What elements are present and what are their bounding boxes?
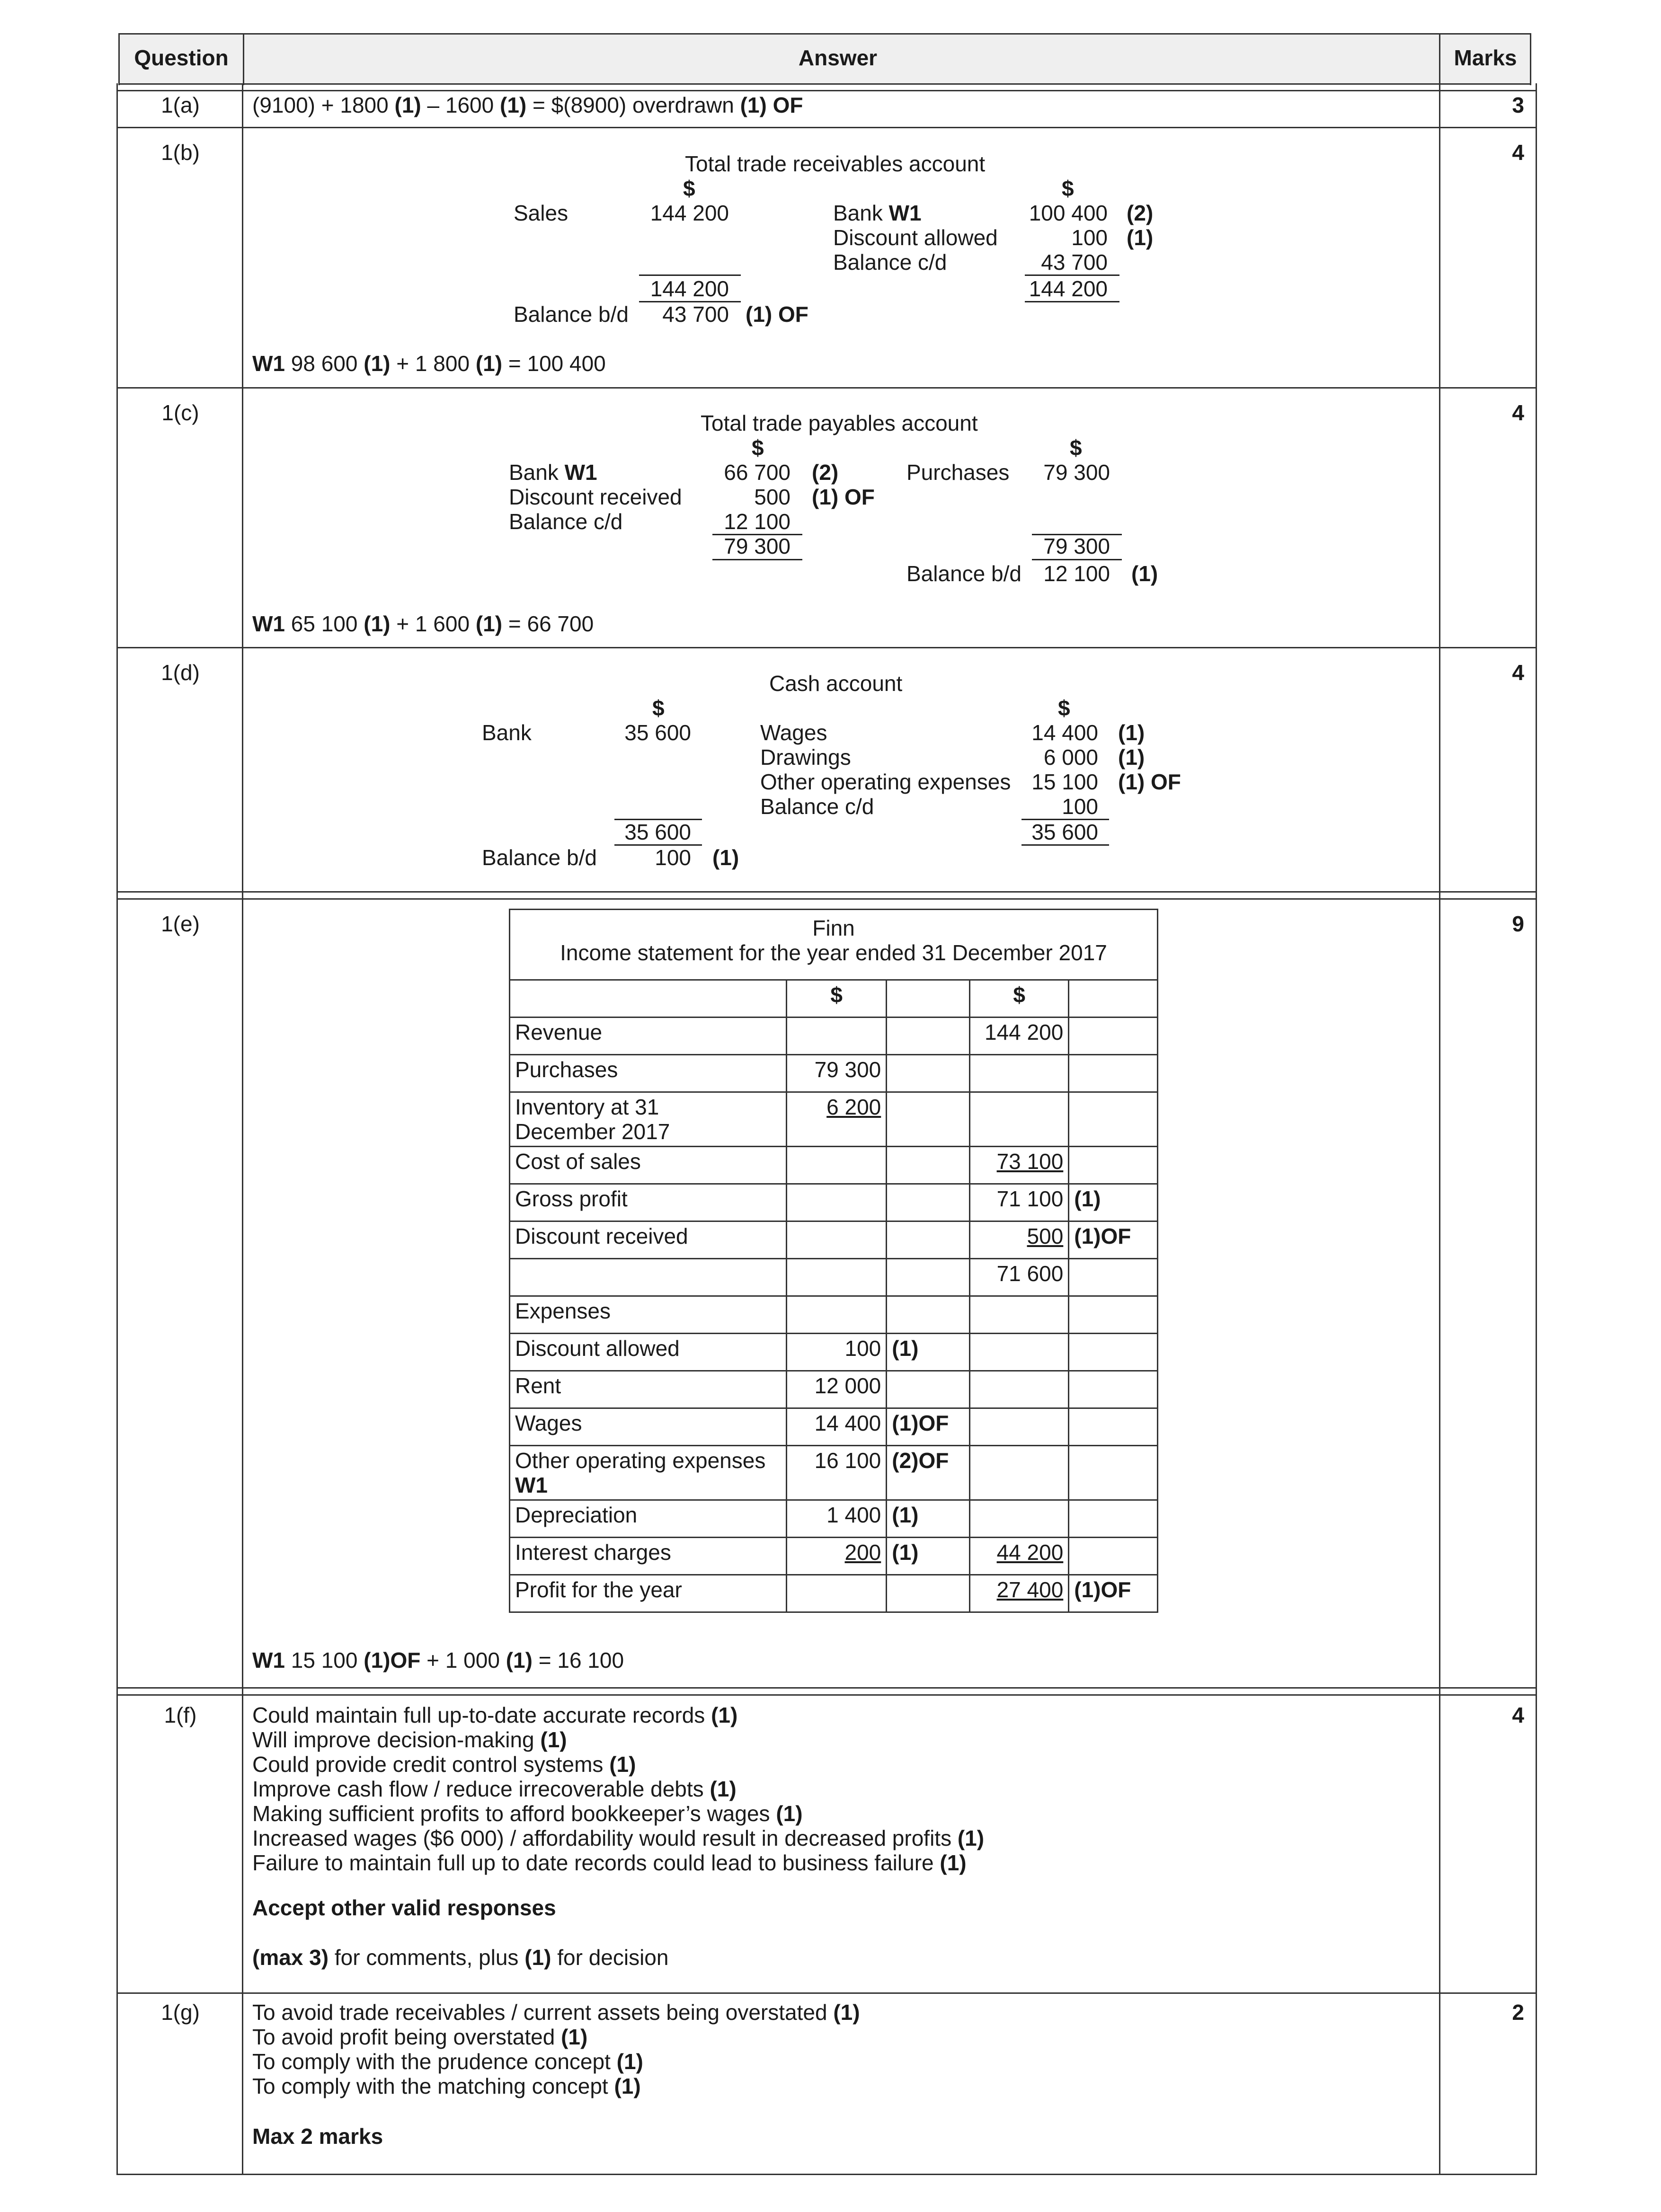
row-mark-text: (1) (892, 1503, 919, 1527)
grid-line (242, 83, 243, 2175)
row-mark (887, 1018, 970, 1055)
row-mark (887, 1500, 970, 1538)
grid-line (116, 1992, 1537, 1994)
row-mark (1069, 1092, 1158, 1147)
row-total (970, 1446, 1069, 1500)
row-label (510, 1296, 787, 1334)
row-label (510, 1184, 787, 1221)
answer-line (252, 1850, 984, 1875)
answer-list (252, 1703, 984, 1875)
answer-line (252, 2049, 860, 2074)
entry-label: Bank W1 (509, 460, 597, 485)
row-total (970, 1055, 1069, 1092)
row-label (510, 1092, 787, 1147)
grid-line (118, 83, 1531, 85)
entry-amount: 100 (1062, 794, 1098, 819)
row-mark (1069, 1147, 1158, 1184)
row-label (510, 1446, 787, 1500)
entry-amount: 43 700 (662, 302, 729, 327)
grid-line (1439, 83, 1440, 2175)
row-mark-text: (2)OF (892, 1448, 949, 1473)
grid-line (116, 387, 1537, 389)
row-mark (887, 1259, 970, 1296)
row-label (510, 1371, 787, 1408)
header-answer: Answer (798, 45, 878, 70)
question-label: 1(d) (161, 660, 200, 685)
row-label-text: Cost of sales (515, 1149, 641, 1174)
answer-mark: (1) (710, 1777, 737, 1801)
row-mark (887, 1221, 970, 1259)
question-label: 1(e) (161, 911, 200, 936)
answer-line (252, 1777, 984, 1801)
underline (1025, 301, 1119, 302)
row-amount (787, 1055, 887, 1092)
row-total (970, 1147, 1069, 1184)
row-amount (787, 1018, 887, 1055)
row-mark (887, 1184, 970, 1221)
row-amount (787, 1408, 887, 1446)
entry-label: Purchases (906, 460, 1010, 485)
answer-text: To comply with the prudence concept (252, 2049, 617, 2074)
answer-line (252, 1826, 984, 1850)
accept-note: Accept other valid responses (252, 1895, 556, 1920)
row-mark (887, 1296, 970, 1334)
table-row (510, 1184, 1158, 1221)
row-label-ref: W1 (515, 1473, 548, 1497)
entry-label: Balance c/d (760, 794, 874, 819)
currency-label: $ (752, 435, 764, 460)
row-amount-text: 6 200 (826, 1095, 881, 1119)
row-mark (1069, 1184, 1158, 1221)
header-question: Question (134, 45, 229, 70)
table-row (510, 1055, 1158, 1092)
row-mark (887, 1334, 970, 1371)
answer-line (252, 1703, 984, 1727)
row-mark (1069, 1296, 1158, 1334)
row-total-text: 71 600 (996, 1261, 1064, 1286)
row-label-text: Rent (515, 1373, 561, 1398)
income-statement-table (509, 909, 1158, 1613)
row-amount-text: 79 300 (814, 1057, 881, 1082)
answer-mark: (1) (561, 2025, 588, 2049)
answer-line (252, 2000, 860, 2025)
row-label-text: Discount received (515, 1224, 688, 1248)
question-label: 1(g) (161, 2000, 200, 2025)
row-amount-text: 12 000 (814, 1373, 881, 1398)
underline (712, 559, 802, 560)
entry-amount: 12 100 (1043, 561, 1110, 586)
row-amount (787, 1575, 887, 1612)
table-row (510, 1296, 1158, 1334)
answer-mark: (1) (614, 2074, 641, 2098)
answer-text: To avoid trade receivables / current assets being overstated (252, 2000, 834, 2025)
underline (639, 274, 741, 276)
row-amount (787, 1092, 887, 1147)
row-mark (1069, 1221, 1158, 1259)
answer-text: Failure to maintain full up to date records could lead to business failure (252, 1850, 940, 1875)
answer-mark: (1) (540, 1727, 567, 1752)
entry-mark: (1) (1127, 225, 1154, 250)
entry-label: Wages (760, 720, 827, 745)
answer-mark: (1) (776, 1801, 803, 1826)
row-mark (887, 1408, 970, 1446)
entry-label: Discount allowed (833, 225, 998, 250)
row-amount (787, 1500, 887, 1538)
row-amount-text: 100 (844, 1336, 881, 1361)
table-row (510, 1408, 1158, 1446)
row-total (970, 1538, 1069, 1575)
row-total-text: 44 200 (996, 1540, 1064, 1565)
row-mark (1069, 1018, 1158, 1055)
underline (1021, 844, 1109, 846)
row-amount-text: 16 100 (814, 1448, 881, 1473)
entry-label: Drawings (760, 745, 851, 770)
row-total-text: 144 200 (985, 1020, 1064, 1044)
answer-mark: (1) (711, 1703, 738, 1727)
currency-label: $ (1062, 176, 1074, 201)
entry-label: Balance c/d (509, 509, 623, 534)
entry-label: Bank W1 (833, 201, 922, 225)
row-mark (1069, 1259, 1158, 1296)
table-row (510, 1446, 1158, 1500)
grid-line (116, 647, 1537, 648)
row-total (970, 1408, 1069, 1446)
row-total (970, 1221, 1069, 1259)
entry-label: Balance b/d (906, 561, 1021, 586)
grid-line (243, 33, 244, 85)
working-line: W1 98 600 (1) + 1 800 (1) = 100 400 (252, 351, 606, 376)
entry-amount: 6 000 (1043, 745, 1098, 770)
table-title-row (510, 910, 1158, 980)
row-label-text: Profit for the year (515, 1577, 682, 1602)
row-amount (787, 1147, 887, 1184)
marks-1g: 2 (1512, 2000, 1524, 2025)
entry-label: Balance c/d (833, 250, 947, 274)
working-line: W1 15 100 (1)OF + 1 000 (1) = 16 100 (252, 1648, 624, 1672)
row-amount (787, 1538, 887, 1575)
entry-mark: (1) (1131, 561, 1158, 586)
account-title: Total trade receivables account (685, 151, 986, 176)
answer-text: Improve cash flow / reduce irrecoverable debts (252, 1777, 710, 1801)
row-label-text: Discount allowed (515, 1336, 680, 1361)
table-header-row (510, 980, 1158, 1018)
row-mark-text: (1)OF (892, 1411, 949, 1435)
answer-line (252, 2074, 860, 2098)
table-row (510, 1147, 1158, 1184)
answer-mark: (1) (940, 1850, 967, 1875)
entry-amount: 43 700 (1041, 250, 1108, 274)
currency-label: $ (683, 176, 695, 201)
row-label (510, 1500, 787, 1538)
row-mark (887, 1092, 970, 1147)
row-label (510, 1575, 787, 1612)
row-total (970, 1259, 1069, 1296)
entry-label: Other operating expenses (760, 770, 1011, 794)
entry-amount: 12 100 (724, 509, 791, 534)
entry-mark: (1) OF (746, 302, 808, 327)
row-amount (787, 1446, 887, 1500)
table-row (510, 1334, 1158, 1371)
underline (1025, 274, 1119, 276)
row-label-text: Expenses (515, 1299, 611, 1323)
account-title: Cash account (769, 671, 903, 696)
row-label-text: Interest charges (515, 1540, 671, 1565)
table-row (510, 1575, 1158, 1612)
grid-line (116, 90, 1537, 91)
currency-label: $ (1058, 696, 1070, 720)
answer-mark: (1) (609, 1752, 636, 1777)
row-label-text: Gross profit (515, 1186, 628, 1211)
row-mark (1069, 1371, 1158, 1408)
row-amount-text: 1 400 (826, 1503, 881, 1527)
row-label-text: Purchases (515, 1057, 618, 1082)
entry-label: Balance b/d (514, 302, 629, 327)
grid-line (116, 1694, 1537, 1696)
entry-mark: (1) (712, 845, 739, 870)
row-label-text: Depreciation (515, 1503, 638, 1527)
entry-label: Bank (482, 720, 532, 745)
row-mark-text: (1)OF (1074, 1224, 1131, 1248)
answer-text: Could maintain full up-to-date accurate records (252, 1703, 711, 1727)
row-amount (787, 1221, 887, 1259)
entry-mark: (2) (1127, 201, 1154, 225)
table-row (510, 1371, 1158, 1408)
grid-line (116, 1687, 1537, 1689)
max-note: (max 3) for comments, plus (1) for decision (252, 1945, 669, 1970)
table-row (510, 1018, 1158, 1055)
row-total-text: 73 100 (996, 1149, 1064, 1174)
grid-line (1536, 83, 1537, 2175)
answer-mark: (1) (833, 2000, 860, 2025)
grid-line (118, 33, 1531, 35)
question-label: 1(f) (164, 1703, 197, 1727)
entry-label: Balance b/d (482, 845, 597, 870)
row-label (510, 1147, 787, 1184)
entry-mark: (1) OF (812, 485, 875, 509)
entry-amount: 144 200 (650, 201, 729, 225)
row-total (970, 1184, 1069, 1221)
answer-text: Increased wages ($6 000) / affordability would result in decreased profits (252, 1826, 958, 1850)
marks-1e: 9 (1512, 911, 1524, 936)
row-mark (1069, 1500, 1158, 1538)
row-label-text: Wages (515, 1411, 582, 1435)
statement-title: Income statement for the year ended 31 December 2017 (560, 940, 1107, 965)
marks-1d: 4 (1512, 660, 1524, 685)
entry-mark: (1) (1118, 745, 1145, 770)
entry-amount: 500 (754, 485, 791, 509)
answer-mark: (1) (957, 1826, 985, 1850)
answer-mark: (1) (616, 2049, 643, 2074)
grid-line (116, 83, 118, 2175)
header-marks: Marks (1454, 45, 1517, 70)
answer-line (252, 2025, 860, 2049)
total-amount: 35 600 (1031, 820, 1098, 844)
row-label-text: Revenue (515, 1020, 603, 1044)
row-mark (887, 1446, 970, 1500)
marks-1a: 3 (1512, 93, 1524, 117)
row-mark (1069, 1538, 1158, 1575)
answer-text: To avoid profit being overstated (252, 2025, 561, 2049)
grid-line (116, 891, 1537, 893)
answer-1a: (9100) + 1800 (1) – 1600 (1) = $(8900) overdrawn (1) OF (252, 93, 803, 117)
row-mark-text: (1)OF (1074, 1577, 1131, 1602)
entry-amount: 66 700 (724, 460, 791, 485)
total-amount: 79 300 (724, 534, 791, 558)
entry-amount: 100 (1071, 225, 1108, 250)
working-line: W1 65 100 (1) + 1 600 (1) = 66 700 (252, 611, 594, 636)
marks-1f: 4 (1512, 1703, 1524, 1727)
row-label-text: Inventory at 31 December 2017 (515, 1095, 670, 1144)
grid-line (116, 2174, 1537, 2175)
row-mark (1069, 1575, 1158, 1612)
entry-label: Sales (514, 201, 568, 225)
row-total (970, 1334, 1069, 1371)
answer-line (252, 1752, 984, 1777)
row-total (970, 1575, 1069, 1612)
account-title: Total trade payables account (701, 411, 978, 435)
question-label: 1(a) (161, 93, 200, 117)
row-total (970, 1018, 1069, 1055)
max-note: Max 2 marks (252, 2124, 383, 2149)
row-amount (787, 1371, 887, 1408)
row-mark (887, 1575, 970, 1612)
total-amount: 144 200 (1029, 276, 1108, 301)
total-amount: 144 200 (650, 276, 729, 301)
row-label (510, 1334, 787, 1371)
entry-amount: 35 600 (624, 720, 691, 745)
row-total-text: 71 100 (996, 1186, 1064, 1211)
answer-text: Making sufficient profits to afford bookkeeper’s wages (252, 1801, 776, 1826)
row-total-text: 27 400 (996, 1577, 1064, 1602)
underline (1032, 559, 1122, 560)
row-total (970, 1500, 1069, 1538)
row-amount-text: 14 400 (814, 1411, 881, 1435)
entry-label: Discount received (509, 485, 682, 509)
row-total (970, 1092, 1069, 1147)
answer-line (252, 1801, 984, 1826)
currency-label: $ (1070, 435, 1082, 460)
row-label (510, 1538, 787, 1575)
row-mark (887, 1147, 970, 1184)
row-label (510, 1055, 787, 1092)
answer-list (252, 2000, 860, 2098)
row-mark-text: (1) (892, 1336, 919, 1361)
row-total-text: 500 (1027, 1224, 1064, 1248)
entry-amount: 79 300 (1043, 460, 1110, 485)
answer-text: To comply with the matching concept (252, 2074, 614, 2098)
row-amount (787, 1184, 887, 1221)
row-mark (1069, 1334, 1158, 1371)
row-mark (887, 1371, 970, 1408)
row-total (970, 1296, 1069, 1334)
row-mark-text: (1) (892, 1540, 919, 1565)
table-row (510, 1538, 1158, 1575)
total-amount: 35 600 (624, 820, 691, 844)
currency-label: $ (652, 696, 665, 720)
row-amount-text: 200 (844, 1540, 881, 1565)
row-label-text: Other operating expenses (515, 1448, 766, 1473)
entry-amount: 100 400 (1029, 201, 1108, 225)
row-mark (1069, 1408, 1158, 1446)
entry-amount: 14 400 (1031, 720, 1098, 745)
row-amount (787, 1296, 887, 1334)
row-label (510, 1408, 787, 1446)
row-mark (887, 1055, 970, 1092)
entry-amount: 100 (655, 845, 691, 870)
row-mark (1069, 1055, 1158, 1092)
row-mark-text: (1) (1074, 1186, 1101, 1211)
table-row (510, 1500, 1158, 1538)
entry-mark: (1) OF (1118, 770, 1181, 794)
grid-line (116, 127, 1537, 128)
entry-amount: 15 100 (1031, 770, 1098, 794)
answer-line (252, 1727, 984, 1752)
table-row (510, 1221, 1158, 1259)
grid-line (116, 898, 1537, 900)
question-label: 1(c) (161, 400, 199, 425)
table-row (510, 1092, 1158, 1147)
entry-mark: (2) (812, 460, 839, 485)
table-row (510, 1259, 1158, 1296)
total-amount: 79 300 (1043, 534, 1110, 558)
answer-text: Could provide credit control systems (252, 1752, 610, 1777)
currency-label: $ (787, 980, 887, 1018)
marks-1c: 4 (1512, 400, 1524, 425)
row-label (510, 1221, 787, 1259)
row-amount (787, 1259, 887, 1296)
statement-business-name: Finn (812, 916, 855, 940)
answer-text: Will improve decision-making (252, 1727, 541, 1752)
row-total (970, 1371, 1069, 1408)
marks-1b: 4 (1512, 140, 1524, 165)
row-label (510, 1018, 787, 1055)
question-label: 1(b) (161, 140, 200, 165)
row-amount (787, 1334, 887, 1371)
row-mark (887, 1538, 970, 1575)
currency-label: $ (970, 980, 1069, 1018)
row-label (510, 1259, 787, 1296)
row-mark (1069, 1446, 1158, 1500)
entry-mark: (1) (1118, 720, 1145, 745)
